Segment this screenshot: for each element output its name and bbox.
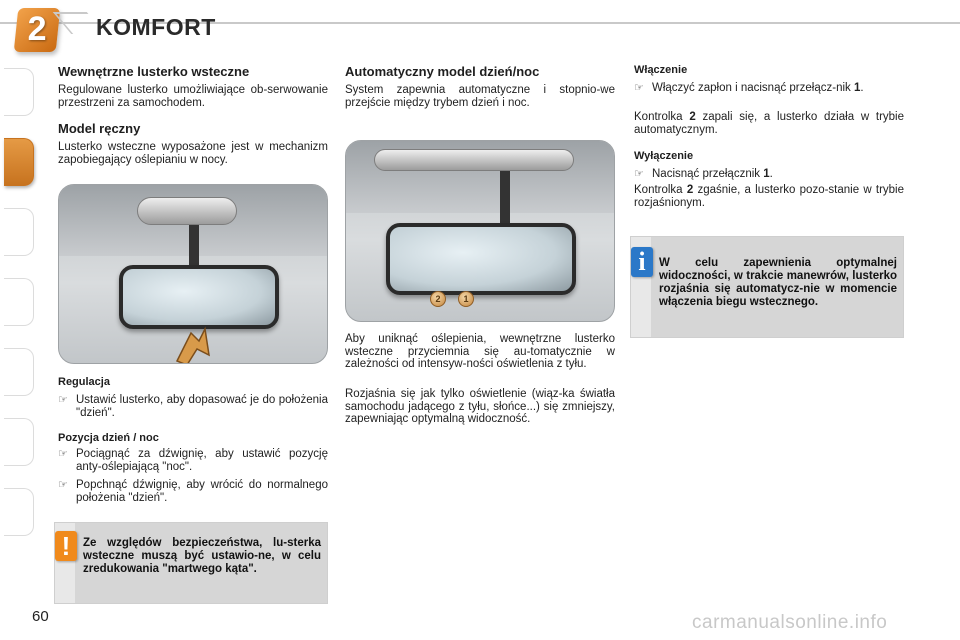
watermark: carmanualsonline.info [692,612,888,633]
mirror-glass [386,223,576,295]
chapter-badge [14,8,61,52]
deactivation-text-pre: Kontrolka [634,184,687,196]
pointing-hand-icon: ☞ [634,168,644,180]
manual-model-text: Lusterko wsteczne wyposażone jest w mechanizm zapobiegający oślepianiu w nocy. [58,141,328,166]
chapter-tab-1[interactable] [4,68,34,116]
info-i-icon: i [631,247,653,277]
switch-1-ref: 1 [763,168,770,180]
warning-note [54,522,328,604]
indicator-2-ref: 2 [686,184,694,196]
subheading-deactivation: Wyłączenie [634,150,694,162]
chapter-tab-5[interactable] [4,348,34,396]
day-night-bullet-2 [58,479,328,504]
chapter-title: KOMFORT [96,14,216,40]
roof-lamp [137,197,237,225]
subheading-activation: Włączenie [634,64,688,76]
regulation-bullet-text: Ustawić lusterko, aby dopasować je do położenia "dzień". [76,394,328,419]
activation-bullet-text: Włączyć zapłon i nacisnąć przełącz-nik [652,82,854,94]
auto-para-2: Rozjaśnia się jak tylko oświetlenie (wiąz-ka światła samochodu jadącego z tyłu, słońce...) się zmniejszy, zapewniając optymalną widoczność. [345,388,615,425]
day-night-bullet-2-text: Popchnąć dźwignię, aby wrócić do normalnego położenia "dzień". [76,479,328,504]
activation-bullet-end: . [860,82,864,94]
mirror-intro-text: Regulowane lusterko umożliwiające ob-serwowanie przestrzeni za samochodem. [58,84,328,109]
info-note [630,236,904,338]
pointing-hand-icon: ☞ [58,479,68,491]
chapter-tab-7[interactable] [4,488,34,536]
section-heading-auto: Automatyczny model dzień/noc [345,64,540,79]
day-night-bullet-1-text: Pociągnąć za dźwignię, aby ustawić pozycję anty-oślepiającą "noc". [76,448,328,473]
subheading-day-night: Pozycja dzień / noc [58,432,159,444]
activation-text [634,111,904,136]
auto-mirror-illustration [345,140,615,322]
lever-arrow-icon [169,325,213,364]
warning-note-text: Ze względów bezpieczeństwa, lu-sterka wsteczne muszą być ustawio-ne, w celu zredukowania "martwego kąta". [83,537,321,575]
deactivation-text [634,184,904,209]
chapter-tab-4[interactable] [4,278,34,326]
mirror-stem [189,225,199,269]
activation-text-post: zapali się, a lusterko działa w trybie automatycznym. [634,111,904,136]
switch-1-button[interactable]: 1 [458,291,474,307]
auto-intro-text: System zapewnia automatyczne i stopnio-we przejście między trybem dzień i noc. [345,84,615,109]
indicator-2-ref: 2 [689,111,696,123]
mirror-glass [119,265,279,329]
pointing-hand-icon: ☞ [58,394,68,406]
pointing-hand-icon: ☞ [58,448,68,460]
deactivation-bullet-end: . [769,168,773,180]
chapter-tab-rail [0,60,44,590]
info-note-text: W celu zapewnienia optymalnej widoczności, w trakcie manewrów, lusterko rozjaśnia się automatycz-nie w momencie włączenia biegu wstecznego. [659,257,897,308]
section-heading-manual: Model ręczny [58,121,141,136]
chapter-number: 2 [27,10,47,48]
activation-bullet [634,82,904,95]
roof-console [374,149,574,171]
section-heading-mirror: Wewnętrzne lusterko wsteczne [58,64,250,79]
chapter-tab-6[interactable] [4,418,34,466]
warning-exclamation-icon: ! [55,531,77,561]
page-number: 60 [32,608,49,625]
switch-1-ref: 1 [853,82,861,94]
deactivation-bullet-text: Nacisnąć przełącznik [652,168,764,180]
chapter-tab-3[interactable] [4,208,34,256]
day-night-bullet-1 [58,448,328,473]
regulation-bullet [58,394,328,419]
mirror-stem [500,171,510,227]
auto-para-1: Aby uniknąć oślepienia, wewnętrzne lusterko wsteczne przyciemnia się au-tomatycznie w zależności od intensyw-ności oświetlenia z tyłu. [345,333,615,370]
pointing-hand-icon: ☞ [634,82,644,94]
chapter-tab-2-active[interactable] [4,138,34,186]
indicator-2-button[interactable]: 2 [430,291,446,307]
deactivation-bullet [634,168,904,181]
activation-text-pre: Kontrolka [634,111,690,123]
subheading-regulation: Regulacja [58,376,110,388]
deactivation-text-post: zgaśnie, a lusterko pozo-stanie w trybie rozjaśnionym. [634,184,905,209]
manual-mirror-illustration [58,184,328,364]
